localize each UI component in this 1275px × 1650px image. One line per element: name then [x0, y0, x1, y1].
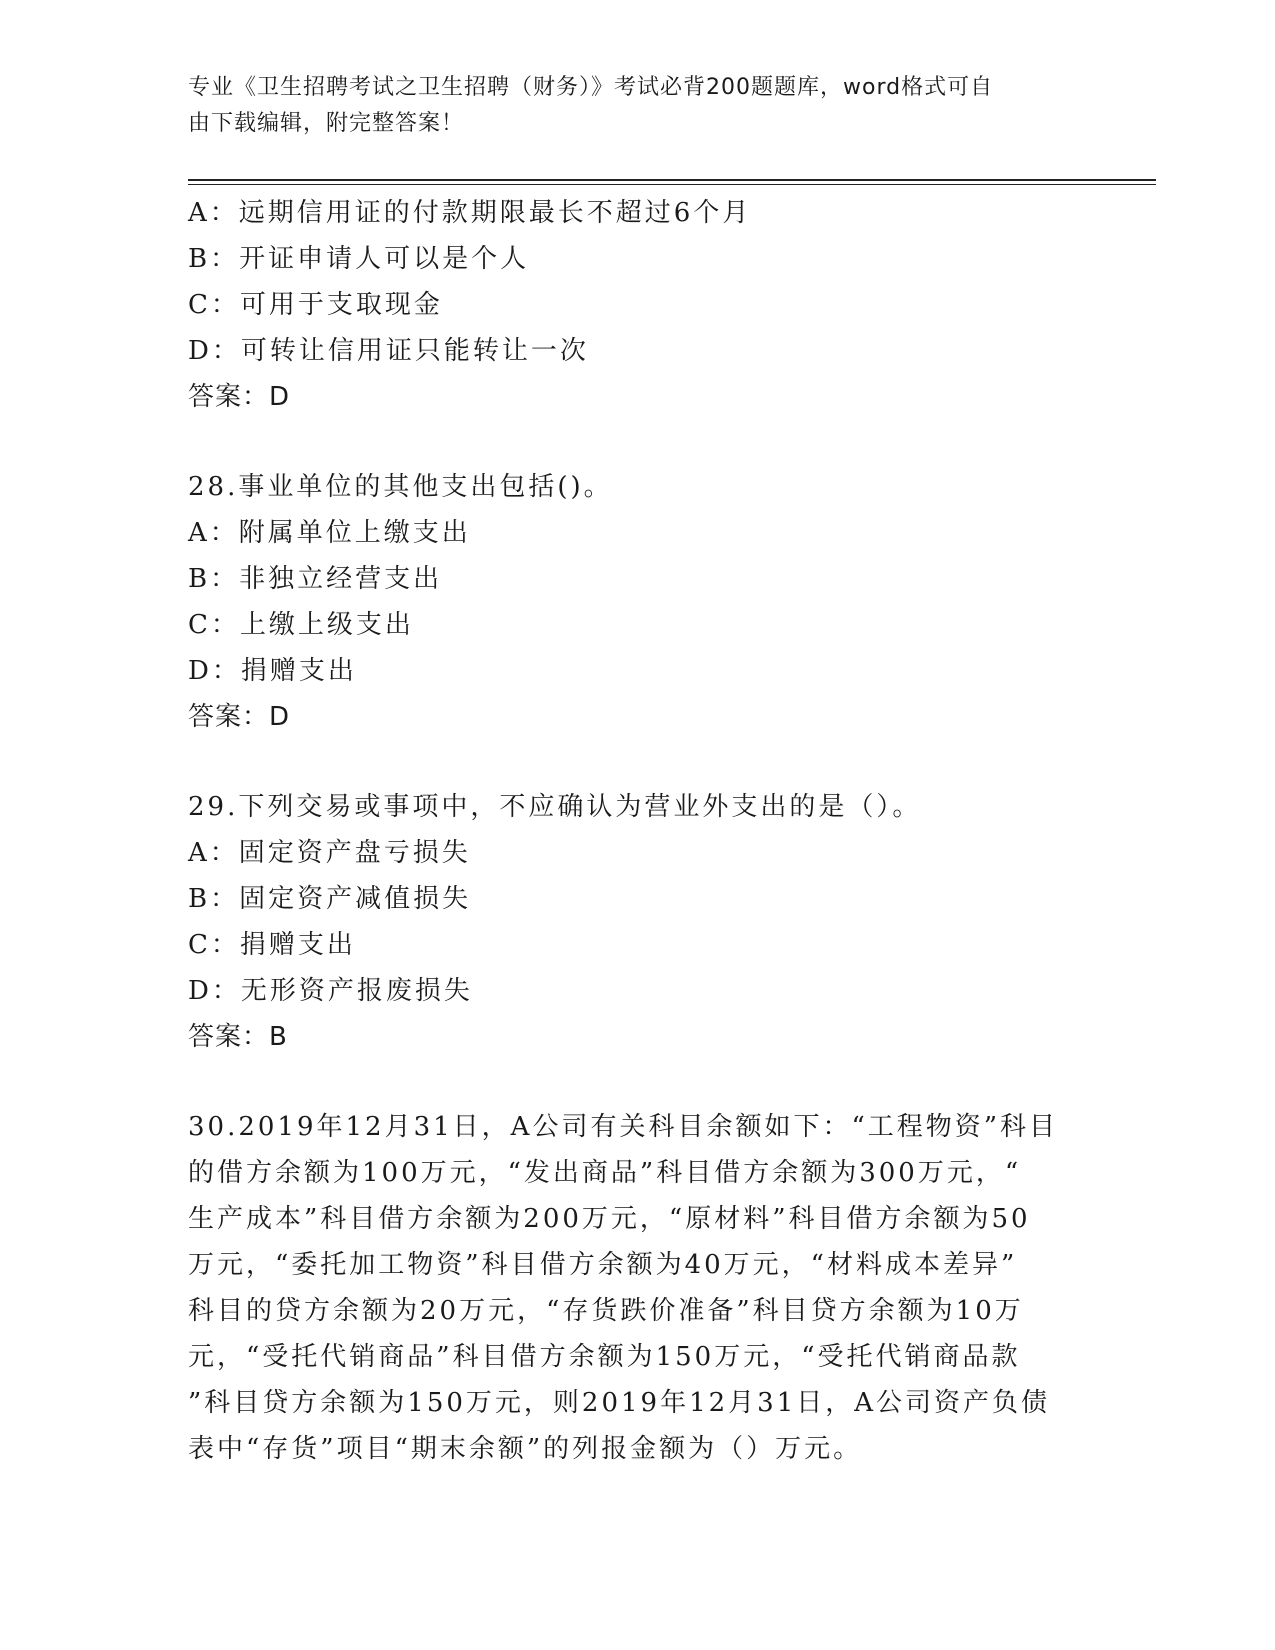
question-line: 30.2019年12月31日，A公司有关科目余额如下：“工程物资”科目 [188, 1112, 1059, 1142]
question-line: 生产成本”科目借方余额为200万元，“原材料”科目借方余额为50 [188, 1204, 1031, 1234]
option-b: B：非独立经营支出 [188, 564, 443, 594]
header-line-1: 专业《卫生招聘考试之卫生招聘（财务）》考试必背200题题库，word格式可自 [188, 75, 994, 100]
answer: 答案：D [188, 702, 291, 732]
question-text: 28.事业单位的其他支出包括()。 [188, 472, 613, 502]
option-b: B：开证申请人可以是个人 [188, 244, 530, 274]
option-c: C：捐赠支出 [188, 930, 356, 960]
option-c: C：上缴上级支出 [188, 610, 414, 640]
header-divider-thin [188, 184, 1156, 185]
answer: 答案：B [188, 1022, 288, 1052]
question-content [188, 190, 1088, 1472]
document-header [188, 70, 1068, 142]
option-a: A：远期信用证的付款期限最长不超过6个月 [188, 198, 752, 228]
option-d: D：可转让信用证只能转让一次 [188, 336, 589, 366]
question-line: 的借方余额为100万元，“发出商品”科目借方余额为300万元，“ [188, 1158, 1022, 1188]
question-30 [188, 1104, 1078, 1472]
option-b: B：固定资产减值损失 [188, 884, 472, 914]
option-d: D：捐赠支出 [188, 656, 357, 686]
option-a: A：固定资产盘亏损失 [188, 838, 471, 868]
question-line: 万元，“委托加工物资”科目借方余额为40万元，“材料成本差异” [188, 1250, 1018, 1280]
header-line-2: 由下载编辑，附完整答案！ [188, 111, 465, 136]
question-27 [188, 190, 1088, 420]
question-29 [188, 784, 1088, 1060]
question-28 [188, 464, 1088, 740]
question-line: 表中“存货”项目“期末余额”的列报金额为（）万元。 [188, 1434, 863, 1464]
question-line: 元，“受托代销商品”科目借方余额为150万元，“受托代销商品款 [188, 1342, 1021, 1372]
question-line: ”科目贷方余额为150万元，则2019年12月31日，A公司资产负债 [188, 1388, 1051, 1418]
question-line: 科目的贷方余额为20万元，“存货跌价准备”科目贷方余额为10万 [188, 1296, 1024, 1326]
option-d: D：无形资产报废损失 [188, 976, 473, 1006]
header-divider-thick [188, 179, 1156, 181]
answer: 答案：D [188, 382, 291, 412]
question-text: 29.下列交易或事项中，不应确认为营业外支出的是（）。 [188, 792, 922, 822]
option-c: C：可用于支取现金 [188, 290, 443, 320]
option-a: A：附属单位上缴支出 [188, 518, 471, 548]
